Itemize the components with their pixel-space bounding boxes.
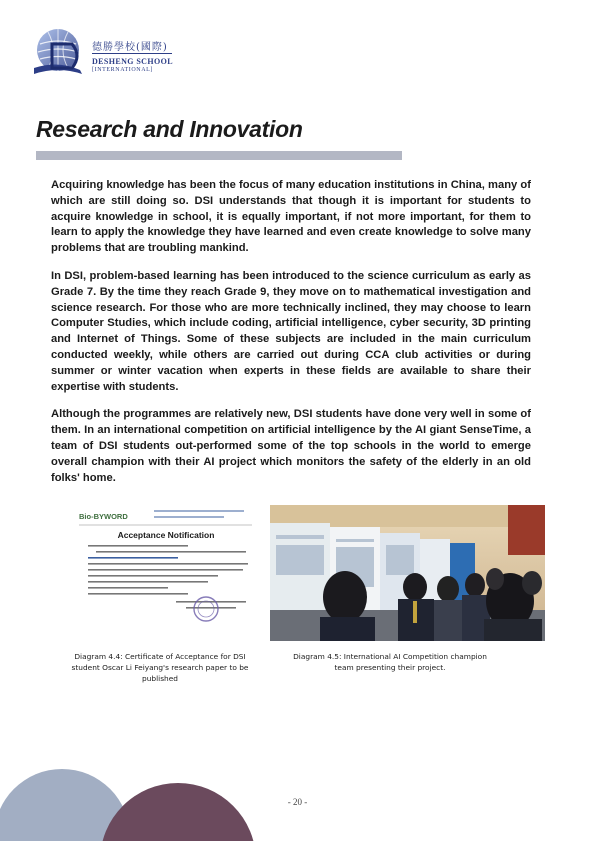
caption-diagram-4-5: Diagram 4.5: International AI Competition champion team presenting their project. (293, 652, 487, 672)
page-number: - 20 - (287, 797, 308, 807)
logo-english-name: DESHENG SCHOOL (92, 57, 173, 66)
logo-divider (92, 53, 172, 54)
certificate-logo-text: Bio-BYWORD (79, 512, 128, 521)
certificate-heading: Acceptance Notification (117, 530, 215, 540)
logo-chinese-name: 德勝學校(國際) (92, 42, 168, 53)
certificate-document (76, 505, 256, 641)
competition-photo-scene (270, 505, 545, 641)
title-underline-bar (36, 151, 402, 160)
paragraph-3: Although the programmes are relatively new, DSI students have done very well in some of them. In an international competition on artificial intelligence by the AI giant SenseTime, a team of DSI students out-performed some of the top schools in the world to emerge overall champion with their AI project which monitors the safety of the elderly in an old folks' home. (51, 408, 531, 484)
body-text (51, 178, 531, 498)
paragraph-2: In DSI, problem-based learning has been introduced to the science curriculum as early as Grade 7. By the time they reach Grade 9, they move on to mathematical investigation and science research. For those who are more technically inclined, they may choose to learn Computer Studies, which include coding, artificial intelligence, cyber security, 3D printing and Internet of Things. Some of these subjects are included in the main curriculum conducted weekly, while others are carried out during CCA club activities or during summer or winter vacation when experts in these fields are available to share their expertise with students. (51, 269, 531, 393)
caption-diagram-4-4: Diagram 4.4: Certificate of Acceptance for DSI student Oscar Li Feiyang's research paper to be published (71, 652, 249, 683)
ai-competition-photo (270, 505, 545, 641)
school-logo (28, 24, 188, 84)
decorative-circle-plum (100, 783, 256, 841)
acceptance-certificate-image (76, 505, 256, 641)
logo-english-sub: [INTERNATIONAL] (92, 67, 153, 73)
page-title: Research and Innovation (36, 116, 303, 142)
paragraph-1: Acquiring knowledge has been the focus of many education institutions in China, many of which are still doing so. DSI understands that though it is important for students to acquire knowledge in school, it is equally important, if not more important, for them to learn to apply the knowledge they have learned and even create knowledge to solve many problems that are troubling mankind. (51, 179, 531, 255)
school-crest-icon (28, 24, 90, 82)
